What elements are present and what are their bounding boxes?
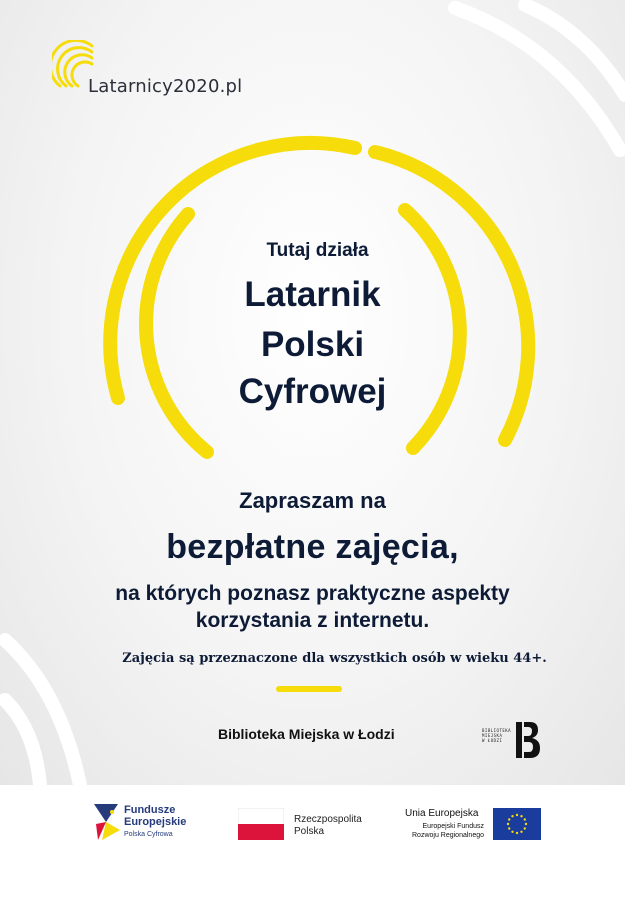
yellow-underline-divider xyxy=(276,686,342,692)
headline-title-line1: Latarnik xyxy=(244,275,381,314)
audience-note: Zajęcia są przeznaczone dla wszystkich osób w wieku 44+. xyxy=(122,651,547,666)
bm-b-icon xyxy=(478,718,548,762)
invite-text: Zapraszam na xyxy=(239,488,386,513)
headline-title-line2: Polski xyxy=(260,325,365,364)
free-classes-text: bezpłatne zajęcia, xyxy=(166,528,459,566)
description-line1: na których poznasz praktyczne aspekty xyxy=(115,582,510,605)
eu-star xyxy=(516,814,518,816)
eu-star xyxy=(516,832,518,834)
eu-flag-icon xyxy=(493,808,541,840)
eu-star xyxy=(508,818,510,820)
fe-subtitle: Polska Cyfrowa xyxy=(124,831,173,838)
eu-star xyxy=(511,831,513,833)
rzeczpospolita-text: Rzeczpospolita Polska xyxy=(294,814,362,837)
eu-star xyxy=(508,827,510,829)
headline-lead: Tutaj działa xyxy=(266,240,369,261)
fe-title: Fundusze Europejskie xyxy=(124,804,187,828)
library-logo-caption: BIBLIOTEKA MIEJSKA W ŁODZI xyxy=(482,728,512,743)
eu-star xyxy=(520,831,522,833)
polish-flag-icon xyxy=(238,808,284,840)
description-line2: korzystania z internetu. xyxy=(195,609,430,632)
site-name: Latarnicy2020.pl xyxy=(88,76,243,97)
library-name: Biblioteka Miejska w Łodzi xyxy=(218,726,395,742)
eu-star xyxy=(507,823,509,825)
eu-title: Unia Europejska xyxy=(405,808,479,819)
eu-star xyxy=(524,818,526,820)
eu-star xyxy=(520,815,522,817)
eu-star xyxy=(525,823,527,825)
eu-star xyxy=(524,827,526,829)
fundusze-europejskie-icon xyxy=(92,800,122,842)
headline-title-line3: Cyfrowej xyxy=(238,372,387,411)
eu-star xyxy=(511,815,513,817)
eu-subtitle: Europejski Fundusz Rozwoju Regionalnego xyxy=(412,823,484,839)
